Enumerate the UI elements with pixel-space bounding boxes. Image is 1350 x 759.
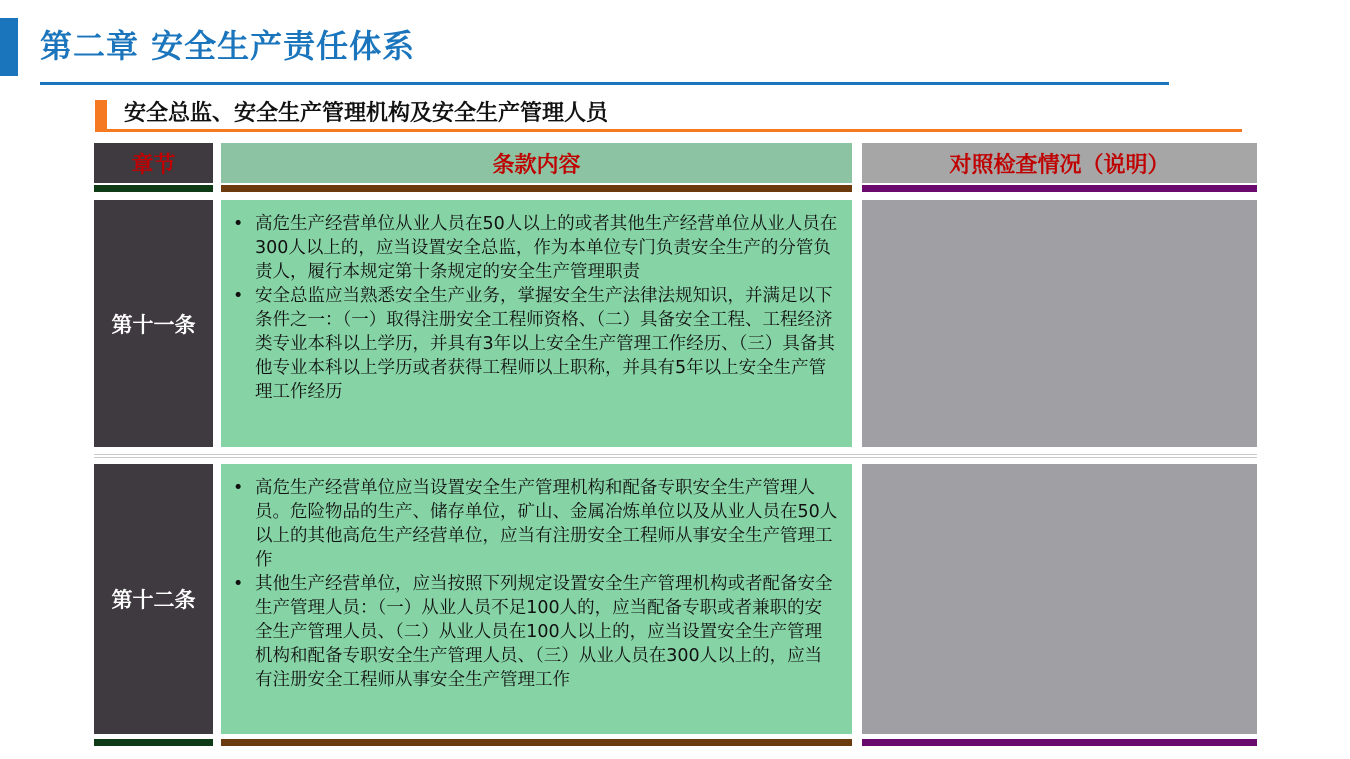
row-label-article-12: 第十二条: [94, 464, 213, 734]
bullet-text: 高危生产经营单位从业人员在50人以上的或者其他生产经营单位从业人员在300人以上的，应当设置安全总监，作为本单位专门负责安全生产的分管负责人，履行本规定第十条规定的安全生产管理职责: [255, 214, 838, 282]
page-title: 第二章 安全生产责任体系: [40, 27, 416, 65]
bullet-text: 安全总监应当熟悉安全生产业务，掌握安全生产法律法规知识，并满足以下条件之一：（一）取得注册安全工程师资格、（二）具备安全工程、工程经济类专业本科以上学历，并具有3年以上安全生产管理工作经历、（三）具备其他专业本科以上学历或者获得工程师以上职称，并具有5年以上安全生产管理工作经历: [255, 286, 835, 402]
section-divider: [95, 129, 1242, 132]
list-item: • 其他生产经营单位，应当按照下列规定设置安全生产管理机构或者配备安全生产管理人员：（一）从业人员不足100人的，应当配备专职或者兼职的安全生产管理人员、（二）从业人员在100人以上的，应当设置安全生产管理机构和配备专职安全生产管理人员、（三）从业人员在300人以上的，应当有注册安全工程师从事安全生产管理工作: [233, 574, 833, 690]
bullet-text: 其他生产经营单位，应当按照下列规定设置安全生产管理机构或者配备安全生产管理人员：（一）从业人员不足100人的，应当配备专职或者兼职的安全生产管理人员、（二）从业人员在100人以上的，应当设置安全生产管理机构和配备专职安全生产管理人员、（三）从业人员在300人以上的，应当有注册安全工程师从事安全生产管理工作: [255, 574, 833, 690]
list-item: • 高危生产经营单位从业人员在50人以上的或者其他生产经营单位从业人员在300人以上的，应当设置安全总监，作为本单位专门负责安全生产的分管负责人，履行本规定第十条规定的安全生产管理职责: [233, 214, 838, 282]
section-title: 安全总监、安全生产管理机构及安全生产管理人员: [124, 101, 609, 126]
column-header-chapter: 章节: [94, 143, 213, 183]
row-separator: [94, 454, 1257, 455]
column-header-check: 对照检查情况（说明）: [862, 143, 1257, 183]
footer-underline-check: [862, 739, 1257, 746]
row-check-article-11[interactable]: [862, 200, 1257, 447]
title-divider: [40, 82, 1169, 85]
bullet-text: 高危生产经营单位应当设置安全生产管理机构和配备专职安全生产管理人员。危险物品的生产、储存单位，矿山、金属冶炼单位以及从业人员在50人以上的其他高危生产经营单位，应当有注册安全工程师从事安全生产管理工作: [255, 478, 838, 570]
header-underline-content: [221, 185, 852, 192]
row-check-article-12[interactable]: [862, 464, 1257, 734]
section-accent-marker: [95, 100, 107, 130]
list-item: • 高危生产经营单位应当设置安全生产管理机构和配备专职安全生产管理人员。危险物品的生产、储存单位，矿山、金属冶炼单位以及从业人员在50人以上的其他高危生产经营单位，应当有注册安全工程师从事安全生产管理工作: [233, 478, 838, 570]
header-underline-check: [862, 185, 1257, 192]
row-separator: [94, 457, 1257, 458]
row-content-article-12: [221, 464, 852, 734]
column-header-content: 条款内容: [221, 143, 852, 183]
row-content-article-11: [221, 200, 852, 447]
footer-underline-chapter: [94, 739, 213, 746]
header-underline-chapter: [94, 185, 213, 192]
title-accent-bar: [0, 18, 18, 76]
footer-underline-content: [221, 739, 852, 746]
list-item: • 安全总监应当熟悉安全生产业务，掌握安全生产法律法规知识，并满足以下条件之一：（一）取得注册安全工程师资格、（二）具备安全工程、工程经济类专业本科以上学历，并具有3年以上安全生产管理工作经历、（三）具备其他专业本科以上学历或者获得工程师以上职称，并具有5年以上安全生产管理工作经历: [233, 286, 835, 402]
row-label-article-11: 第十一条: [94, 200, 213, 447]
